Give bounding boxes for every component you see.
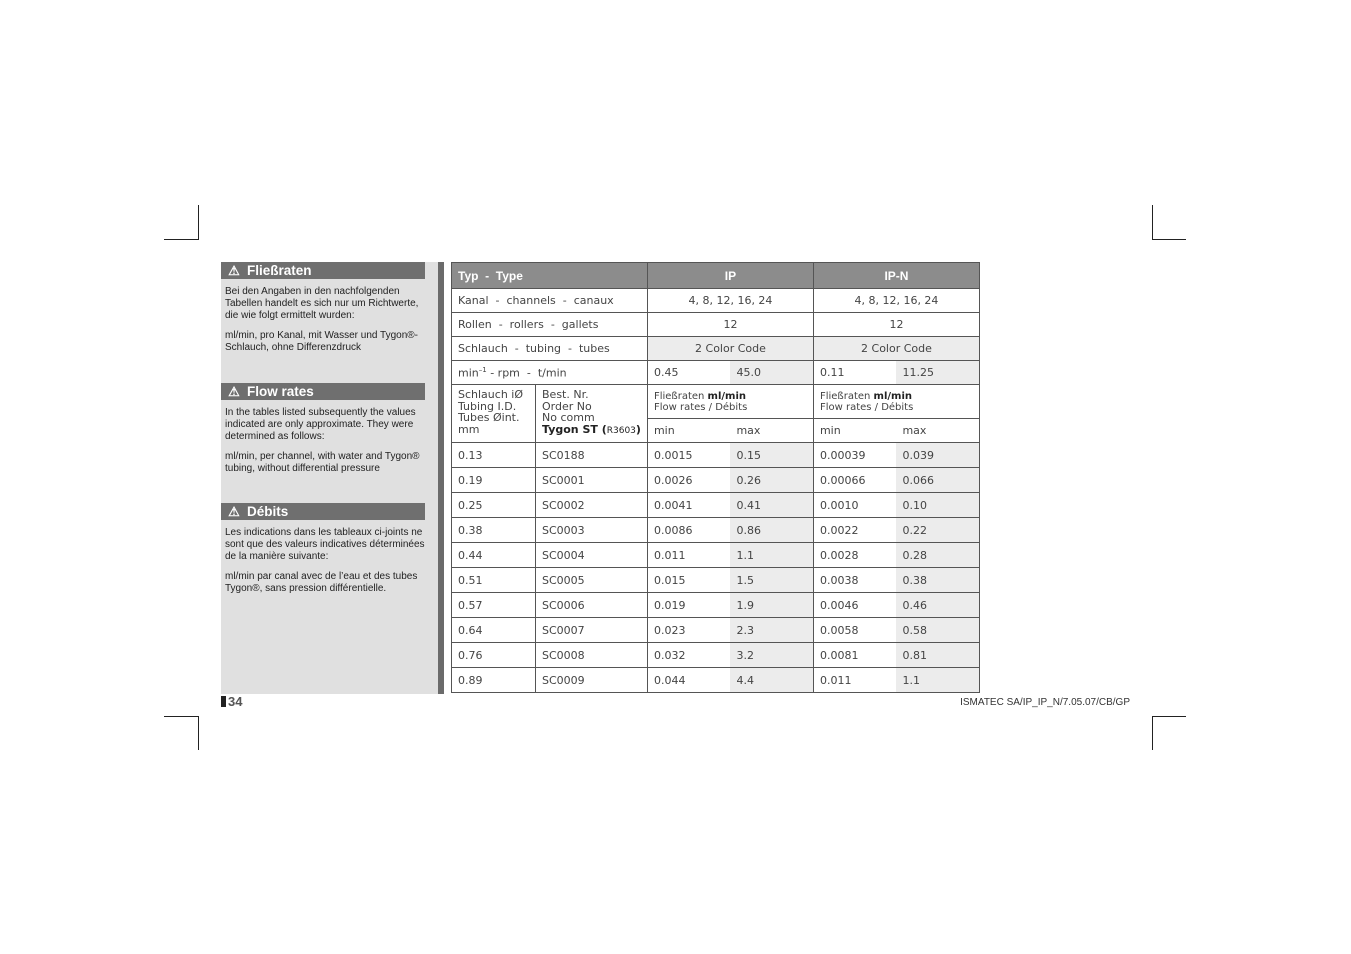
min-header: min xyxy=(813,419,896,443)
rpm-label-rest: - rpm - t/min xyxy=(486,366,567,380)
page-number xyxy=(221,694,242,709)
ip-max-cell: 0.41 xyxy=(730,493,813,518)
ip-min-cell: 0.032 xyxy=(647,643,730,668)
tubing-ip-n: 2 Color Code xyxy=(813,337,979,361)
warning-icon: ⚠ xyxy=(228,384,240,399)
ip-min-cell: 0.019 xyxy=(647,593,730,618)
ipn-max-cell: 1.1 xyxy=(896,668,979,693)
section-header-fliessraten xyxy=(221,262,425,279)
warning-icon: ⚠ xyxy=(228,504,240,519)
ipn-min-cell: 0.0038 xyxy=(813,568,896,593)
tube-id-cell: 0.76 xyxy=(452,643,536,668)
ipn-max-cell: 0.46 xyxy=(896,593,979,618)
tubing-ip: 2 Color Code xyxy=(647,337,813,361)
tubing-label: Schlauch - tubing - tubes xyxy=(452,337,648,361)
channels-ip: 4, 8, 12, 16, 24 xyxy=(647,289,813,313)
rollers-label: Rollen - rollers - gallets xyxy=(452,313,648,337)
table-header-row xyxy=(452,263,980,289)
flow-title-unit: ml/min xyxy=(707,390,747,402)
ip-max-cell: 1.1 xyxy=(730,543,813,568)
section-paragraph: ml/min, per channel, with water and Tygon® tubing, without differential pressure xyxy=(225,451,420,474)
ipn-min-cell: 0.0046 xyxy=(813,593,896,618)
order-line: No comm xyxy=(542,411,595,424)
ipn-min-cell: 0.00039 xyxy=(813,443,896,468)
order-no-cell: SC0009 xyxy=(536,668,648,693)
ipn-max-cell: 0.58 xyxy=(896,618,979,643)
ipn-max-cell: 0.81 xyxy=(896,643,979,668)
ip-max-cell: 1.9 xyxy=(730,593,813,618)
crop-mark-bl-h xyxy=(164,716,199,717)
tube-id-cell: 0.19 xyxy=(452,468,536,493)
section-header-debits xyxy=(221,503,425,520)
rpm-ipn-max: 11.25 xyxy=(896,361,979,385)
section-text-flow-rates xyxy=(225,407,429,483)
table-row xyxy=(452,518,980,543)
ipn-max-cell: 0.10 xyxy=(896,493,979,518)
ipn-min-cell: 0.0010 xyxy=(813,493,896,518)
ipn-max-cell: 0.22 xyxy=(896,518,979,543)
flow-title-text: Fließraten xyxy=(819,390,874,402)
rpm-ip-max: 45.0 xyxy=(730,361,813,385)
flow-title-text: Fließraten xyxy=(653,390,708,402)
flow-header-ip xyxy=(647,385,813,419)
min-header: min xyxy=(647,419,730,443)
ipn-max-cell: 0.28 xyxy=(896,543,979,568)
rollers-ip-n: 12 xyxy=(813,313,979,337)
ipn-min-cell: 0.00066 xyxy=(813,468,896,493)
tube-id-cell: 0.13 xyxy=(452,443,536,468)
max-header: max xyxy=(730,419,813,443)
ipn-min-cell: 0.0081 xyxy=(813,643,896,668)
order-no-cell: SC0004 xyxy=(536,543,648,568)
ipn-min-cell: 0.0058 xyxy=(813,618,896,643)
max-header: max xyxy=(896,419,979,443)
rpm-label-unit: min xyxy=(458,366,479,380)
crop-mark-tl-h xyxy=(164,239,199,240)
table-body xyxy=(452,443,980,693)
tube-id-cell: 0.25 xyxy=(452,493,536,518)
section-paragraph: Bei den Angaben in den nachfolgenden Tabellen handelt es sich nur um Richtwerte, die wie folgt ermittelt wurden: xyxy=(225,286,419,321)
order-tygon: Tygon ST ( xyxy=(542,422,607,436)
order-tygon-close: ) xyxy=(635,422,641,436)
warning-icon: ⚠ xyxy=(228,263,240,278)
order-no-cell: SC0007 xyxy=(536,618,648,643)
rpm-label xyxy=(452,361,648,385)
section-paragraph: ml/min par canal avec de l’eau et des tubes Tygon®, sans pression différentielle. xyxy=(225,571,418,594)
tube-id-cell: 0.64 xyxy=(452,618,536,643)
ip-max-cell: 3.2 xyxy=(730,643,813,668)
order-no-header xyxy=(536,385,648,443)
sidebar-divider xyxy=(438,262,444,694)
table-row xyxy=(452,593,980,618)
rollers-ip: 12 xyxy=(647,313,813,337)
ip-max-cell: 1.5 xyxy=(730,568,813,593)
document-reference: ISMATEC SA/IP_IP_N/7.05.07/CB/GP xyxy=(960,697,1130,708)
crop-mark-tr-h xyxy=(1152,239,1186,240)
flow-subtitle: Flow rates / Débits xyxy=(653,401,748,413)
section-title: Débits xyxy=(247,504,289,519)
tube-id-line: mm xyxy=(458,422,480,436)
tube-id-cell: 0.89 xyxy=(452,668,536,693)
flow-title xyxy=(820,391,973,402)
tube-id-cell: 0.38 xyxy=(452,518,536,543)
order-tygon-code: R3603 xyxy=(606,425,636,436)
flow-title xyxy=(654,391,807,402)
table-row-channels xyxy=(452,289,980,313)
tube-id-cell: 0.44 xyxy=(452,543,536,568)
order-no-cell: SC0001 xyxy=(536,468,648,493)
crop-mark-tr-v xyxy=(1152,205,1153,240)
ipn-min-cell: 0.011 xyxy=(813,668,896,693)
ipn-min-cell: 0.0022 xyxy=(813,518,896,543)
rpm-ipn-min: 0.11 xyxy=(813,361,896,385)
tube-id-cell: 0.57 xyxy=(452,593,536,618)
table-row xyxy=(452,493,980,518)
ipn-max-cell: 0.38 xyxy=(896,568,979,593)
order-tygon-line xyxy=(542,424,641,438)
table-subheader-row xyxy=(452,385,980,419)
section-text-debits xyxy=(225,527,429,603)
table-row-rpm xyxy=(452,361,980,385)
ip-max-cell: 0.15 xyxy=(730,443,813,468)
section-text-fliessraten xyxy=(225,286,429,362)
order-line: Best. Nr. xyxy=(542,388,589,401)
order-no-cell: SC0006 xyxy=(536,593,648,618)
tube-id-cell: 0.51 xyxy=(452,568,536,593)
order-no-cell: SC0188 xyxy=(536,443,648,468)
flow-rate-table xyxy=(451,262,980,693)
ip-min-cell: 0.015 xyxy=(647,568,730,593)
table-row xyxy=(452,668,980,693)
table-row xyxy=(452,543,980,568)
tube-id-line: Tubes Øint. xyxy=(458,411,520,424)
ip-max-cell: 0.26 xyxy=(730,468,813,493)
page-number-text: 34 xyxy=(228,694,243,709)
flow-subtitle: Flow rates / Débits xyxy=(819,401,914,413)
ip-min-cell: 0.0041 xyxy=(647,493,730,518)
section-paragraph: In the tables listed subsequently the values indicated are only approximate. They were determined as follows: xyxy=(225,407,416,442)
ip-max-cell: 0.86 xyxy=(730,518,813,543)
ip-min-cell: 0.044 xyxy=(647,668,730,693)
flow-header-ip-n xyxy=(813,385,979,419)
order-no-cell: SC0002 xyxy=(536,493,648,518)
tube-id-line: Schlauch iØ xyxy=(458,388,524,401)
ipn-min-cell: 0.0028 xyxy=(813,543,896,568)
ip-min-cell: 0.011 xyxy=(647,543,730,568)
crop-mark-br-v xyxy=(1152,716,1153,750)
ip-min-cell: 0.0015 xyxy=(647,443,730,468)
table-row-rollers xyxy=(452,313,980,337)
page-marker xyxy=(221,696,226,707)
section-title: Flow rates xyxy=(247,384,314,399)
section-header-flow-rates xyxy=(221,383,425,400)
ip-max-cell: 2.3 xyxy=(730,618,813,643)
section-paragraph: ml/min, pro Kanal, mit Wasser und Tygon®-Schlauch, ohne Differenzdruck xyxy=(225,330,418,353)
header-ip-n: IP-N xyxy=(813,263,979,289)
table-row xyxy=(452,618,980,643)
ipn-max-cell: 0.066 xyxy=(896,468,979,493)
ip-min-cell: 0.0086 xyxy=(647,518,730,543)
crop-mark-bl-v xyxy=(198,716,199,750)
table-row xyxy=(452,568,980,593)
rpm-label-exponent: –1 xyxy=(478,365,487,374)
tube-id-header xyxy=(452,385,536,443)
channels-ip-n: 4, 8, 12, 16, 24 xyxy=(813,289,979,313)
order-line: Order No xyxy=(542,399,592,413)
crop-mark-tl-v xyxy=(198,205,199,240)
ip-min-cell: 0.0026 xyxy=(647,468,730,493)
order-no-cell: SC0003 xyxy=(536,518,648,543)
table-row xyxy=(452,443,980,468)
table-row xyxy=(452,468,980,493)
crop-mark-br-h xyxy=(1152,716,1186,717)
table-row-tubing xyxy=(452,337,980,361)
channels-label: Kanal - channels - canaux xyxy=(452,289,648,313)
section-title: Fließraten xyxy=(247,263,312,278)
flow-title-unit: ml/min xyxy=(873,390,913,402)
tube-id-line: Tubing I.D. xyxy=(458,399,517,413)
ip-max-cell: 4.4 xyxy=(730,668,813,693)
order-no-cell: SC0008 xyxy=(536,643,648,668)
ipn-max-cell: 0.039 xyxy=(896,443,979,468)
ip-min-cell: 0.023 xyxy=(647,618,730,643)
header-ip: IP xyxy=(647,263,813,289)
section-paragraph: Les indications dans les tableaux ci-joints ne sont que des valeurs indicatives déterminées de la manière suivante: xyxy=(225,527,425,562)
header-type-label: Typ - Type xyxy=(452,263,648,289)
order-no-cell: SC0005 xyxy=(536,568,648,593)
table-row xyxy=(452,643,980,668)
rpm-ip-min: 0.45 xyxy=(647,361,730,385)
